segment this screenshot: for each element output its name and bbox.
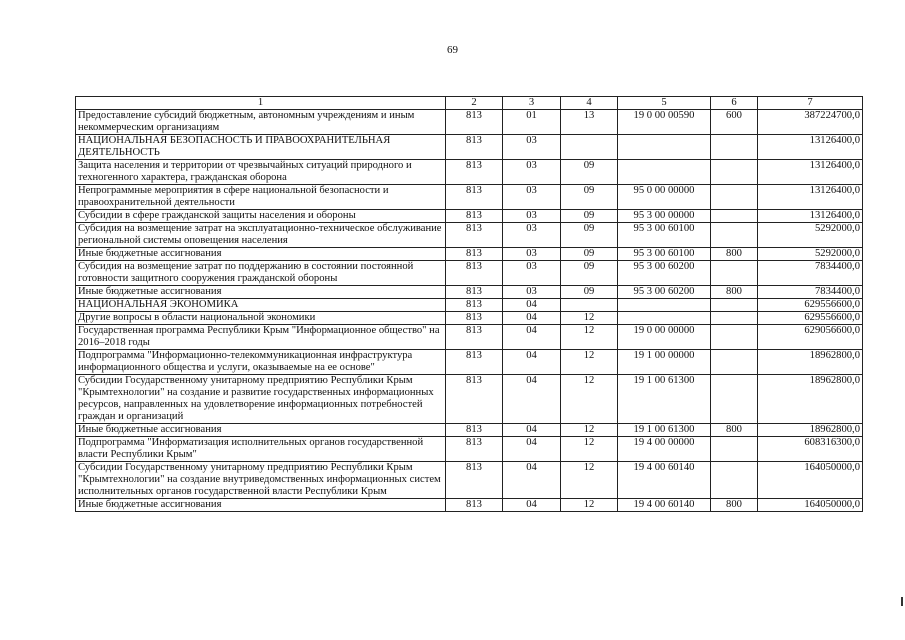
- cell-section-code: 03: [503, 223, 561, 248]
- cell-section-code: 04: [503, 437, 561, 462]
- cell-amount: 629556600,0: [758, 312, 863, 325]
- cell-name: НАЦИОНАЛЬНАЯ БЕЗОПАСНОСТЬ И ПРАВООХРАНИТЕЛЬНАЯ ДЕЯТЕЛЬНОСТЬ: [76, 135, 446, 160]
- cell-name: Непрограммные мероприятия в сфере национальной безопасности и правоохранительной деятельности: [76, 185, 446, 210]
- cell-ministry-code: 813: [446, 424, 503, 437]
- cell-expense-type: [711, 437, 758, 462]
- page-number: 69: [447, 44, 458, 56]
- cell-amount: 629056600,0: [758, 325, 863, 350]
- cell-subsection-code: 09: [561, 223, 618, 248]
- cell-subsection-code: 09: [561, 185, 618, 210]
- cell-ministry-code: 813: [446, 325, 503, 350]
- cell-amount: 18962800,0: [758, 424, 863, 437]
- cell-subsection-code: 12: [561, 350, 618, 375]
- cell-section-code: 04: [503, 499, 561, 512]
- cell-expense-type: 800: [711, 248, 758, 261]
- cell-subsection-code: 13: [561, 110, 618, 135]
- cell-expense-type: [711, 462, 758, 499]
- table-row: [76, 325, 863, 350]
- table-row: [76, 248, 863, 261]
- cell-ministry-code: 813: [446, 248, 503, 261]
- table-row: [76, 350, 863, 375]
- cell-section-code: 01: [503, 110, 561, 135]
- cell-subsection-code: 12: [561, 312, 618, 325]
- scan-edge-mark: [901, 597, 903, 606]
- table-row: [76, 312, 863, 325]
- cell-subsection-code: 12: [561, 499, 618, 512]
- cell-subsection-code: 09: [561, 160, 618, 185]
- cell-subsection-code: 09: [561, 210, 618, 223]
- cell-amount: 164050000,0: [758, 462, 863, 499]
- cell-target-code: 19 4 00 60140: [618, 462, 711, 499]
- cell-amount: 5292000,0: [758, 248, 863, 261]
- cell-section-code: 04: [503, 299, 561, 312]
- table-row: [76, 286, 863, 299]
- cell-expense-type: [711, 160, 758, 185]
- cell-name: Субсидии Государственному унитарному предприятию Республики Крым "Крымтехнологии" на создание внутриведомственных информационных систем исполнительных органов государственной власти Республики Крым: [76, 462, 446, 499]
- column-header: 5: [618, 97, 711, 110]
- cell-section-code: 03: [503, 286, 561, 299]
- cell-expense-type: 800: [711, 286, 758, 299]
- cell-amount: 7834400,0: [758, 261, 863, 286]
- cell-name: Другие вопросы в области национальной экономики: [76, 312, 446, 325]
- cell-section-code: 04: [503, 424, 561, 437]
- column-header: 7: [758, 97, 863, 110]
- cell-expense-type: [711, 299, 758, 312]
- table-row: [76, 223, 863, 248]
- cell-subsection-code: 09: [561, 286, 618, 299]
- cell-ministry-code: 813: [446, 499, 503, 512]
- cell-subsection-code: 09: [561, 261, 618, 286]
- cell-expense-type: 600: [711, 110, 758, 135]
- cell-target-code: 19 4 00 60140: [618, 499, 711, 512]
- cell-name: Защита населения и территории от чрезвычайных ситуаций природного и техногенного характера, гражданская оборона: [76, 160, 446, 185]
- cell-target-code: 95 3 00 60100: [618, 248, 711, 261]
- cell-name: Подпрограмма "Информационно-телекоммуникационная инфраструктура информационного общества и услуги, оказываемые на ее основе": [76, 350, 446, 375]
- cell-name: НАЦИОНАЛЬНАЯ ЭКОНОМИКА: [76, 299, 446, 312]
- cell-target-code: 19 0 00 00590: [618, 110, 711, 135]
- cell-target-code: 95 0 00 00000: [618, 185, 711, 210]
- cell-amount: 387224700,0: [758, 110, 863, 135]
- cell-amount: 629556600,0: [758, 299, 863, 312]
- cell-name: Подпрограмма "Информатизация исполнительных органов государственной власти Республики Крым": [76, 437, 446, 462]
- cell-ministry-code: 813: [446, 437, 503, 462]
- cell-target-code: 95 3 00 60100: [618, 223, 711, 248]
- cell-expense-type: [711, 135, 758, 160]
- cell-amount: 13126400,0: [758, 185, 863, 210]
- cell-ministry-code: 813: [446, 210, 503, 223]
- cell-ministry-code: 813: [446, 299, 503, 312]
- cell-name: Государственная программа Республики Крым "Информационное общество" на 2016–2018 годы: [76, 325, 446, 350]
- cell-amount: 13126400,0: [758, 210, 863, 223]
- cell-section-code: 04: [503, 375, 561, 424]
- cell-name: Субсидии Государственному унитарному предприятию Республики Крым "Крымтехнологии" на создание и развитие государственных информационных ресурсов, направленных на удовлетворение информационных потребностей граждан и организаций: [76, 375, 446, 424]
- cell-ministry-code: 813: [446, 110, 503, 135]
- cell-target-code: 95 3 00 00000: [618, 210, 711, 223]
- cell-ministry-code: 813: [446, 375, 503, 424]
- table-row: [76, 299, 863, 312]
- cell-expense-type: [711, 375, 758, 424]
- cell-subsection-code: 12: [561, 325, 618, 350]
- cell-target-code: 19 1 00 00000: [618, 350, 711, 375]
- cell-target-code: [618, 312, 711, 325]
- cell-section-code: 03: [503, 248, 561, 261]
- cell-expense-type: [711, 350, 758, 375]
- cell-name: Иные бюджетные ассигнования: [76, 499, 446, 512]
- cell-section-code: 03: [503, 160, 561, 185]
- cell-subsection-code: 12: [561, 437, 618, 462]
- cell-target-code: [618, 299, 711, 312]
- cell-name: Иные бюджетные ассигнования: [76, 286, 446, 299]
- cell-ministry-code: 813: [446, 223, 503, 248]
- table-body: [76, 110, 863, 512]
- cell-subsection-code: 12: [561, 424, 618, 437]
- cell-section-code: 04: [503, 325, 561, 350]
- table-row: [76, 437, 863, 462]
- cell-expense-type: 800: [711, 424, 758, 437]
- cell-section-code: 04: [503, 462, 561, 499]
- cell-ministry-code: 813: [446, 261, 503, 286]
- cell-target-code: 19 0 00 00000: [618, 325, 711, 350]
- table-row: [76, 160, 863, 185]
- cell-expense-type: [711, 325, 758, 350]
- cell-amount: 13126400,0: [758, 160, 863, 185]
- cell-section-code: 04: [503, 350, 561, 375]
- cell-expense-type: [711, 223, 758, 248]
- cell-ministry-code: 813: [446, 160, 503, 185]
- cell-amount: 18962800,0: [758, 350, 863, 375]
- cell-subsection-code: [561, 135, 618, 160]
- cell-name: Субсидия на возмещение затрат на эксплуатационно-техническое обслуживание региональной системы оповещения населения: [76, 223, 446, 248]
- cell-target-code: 95 3 00 60200: [618, 261, 711, 286]
- table-row: [76, 185, 863, 210]
- cell-target-code: 95 3 00 60200: [618, 286, 711, 299]
- table-row: [76, 135, 863, 160]
- cell-section-code: 04: [503, 312, 561, 325]
- cell-amount: 7834400,0: [758, 286, 863, 299]
- cell-section-code: 03: [503, 185, 561, 210]
- column-header: 2: [446, 97, 503, 110]
- cell-expense-type: [711, 185, 758, 210]
- cell-expense-type: 800: [711, 499, 758, 512]
- table-row: [76, 261, 863, 286]
- cell-ministry-code: 813: [446, 135, 503, 160]
- cell-target-code: 19 4 00 00000: [618, 437, 711, 462]
- cell-section-code: 03: [503, 135, 561, 160]
- cell-ministry-code: 813: [446, 312, 503, 325]
- cell-section-code: 03: [503, 210, 561, 223]
- cell-target-code: [618, 135, 711, 160]
- cell-subsection-code: 09: [561, 248, 618, 261]
- cell-name: Субсидия на возмещение затрат по поддержанию в состоянии постоянной готовности защитного сооружения гражданской обороны: [76, 261, 446, 286]
- cell-subsection-code: 12: [561, 462, 618, 499]
- table-row: [76, 424, 863, 437]
- table-row: [76, 462, 863, 499]
- cell-ministry-code: 813: [446, 185, 503, 210]
- table-row: [76, 210, 863, 223]
- cell-section-code: 03: [503, 261, 561, 286]
- cell-subsection-code: 12: [561, 375, 618, 424]
- column-header: 3: [503, 97, 561, 110]
- column-header: 4: [561, 97, 618, 110]
- cell-ministry-code: 813: [446, 350, 503, 375]
- column-header: 1: [76, 97, 446, 110]
- budget-table: [75, 96, 863, 512]
- cell-name: Иные бюджетные ассигнования: [76, 248, 446, 261]
- cell-amount: 608316300,0: [758, 437, 863, 462]
- table-row: [76, 375, 863, 424]
- cell-name: Предоставление субсидий бюджетным, автономным учреждениям и иным некоммерческим организациям: [76, 110, 446, 135]
- cell-expense-type: [711, 261, 758, 286]
- table-row: [76, 499, 863, 512]
- table-header-row: [76, 97, 863, 110]
- cell-name: Субсидии в сфере гражданской защиты населения и обороны: [76, 210, 446, 223]
- cell-target-code: 19 1 00 61300: [618, 375, 711, 424]
- table-row: [76, 110, 863, 135]
- cell-amount: 18962800,0: [758, 375, 863, 424]
- cell-ministry-code: 813: [446, 462, 503, 499]
- cell-target-code: 19 1 00 61300: [618, 424, 711, 437]
- column-header: 6: [711, 97, 758, 110]
- cell-subsection-code: [561, 299, 618, 312]
- cell-expense-type: [711, 210, 758, 223]
- cell-ministry-code: 813: [446, 286, 503, 299]
- cell-amount: 164050000,0: [758, 499, 863, 512]
- cell-name: Иные бюджетные ассигнования: [76, 424, 446, 437]
- cell-amount: 13126400,0: [758, 135, 863, 160]
- cell-expense-type: [711, 312, 758, 325]
- cell-amount: 5292000,0: [758, 223, 863, 248]
- cell-target-code: [618, 160, 711, 185]
